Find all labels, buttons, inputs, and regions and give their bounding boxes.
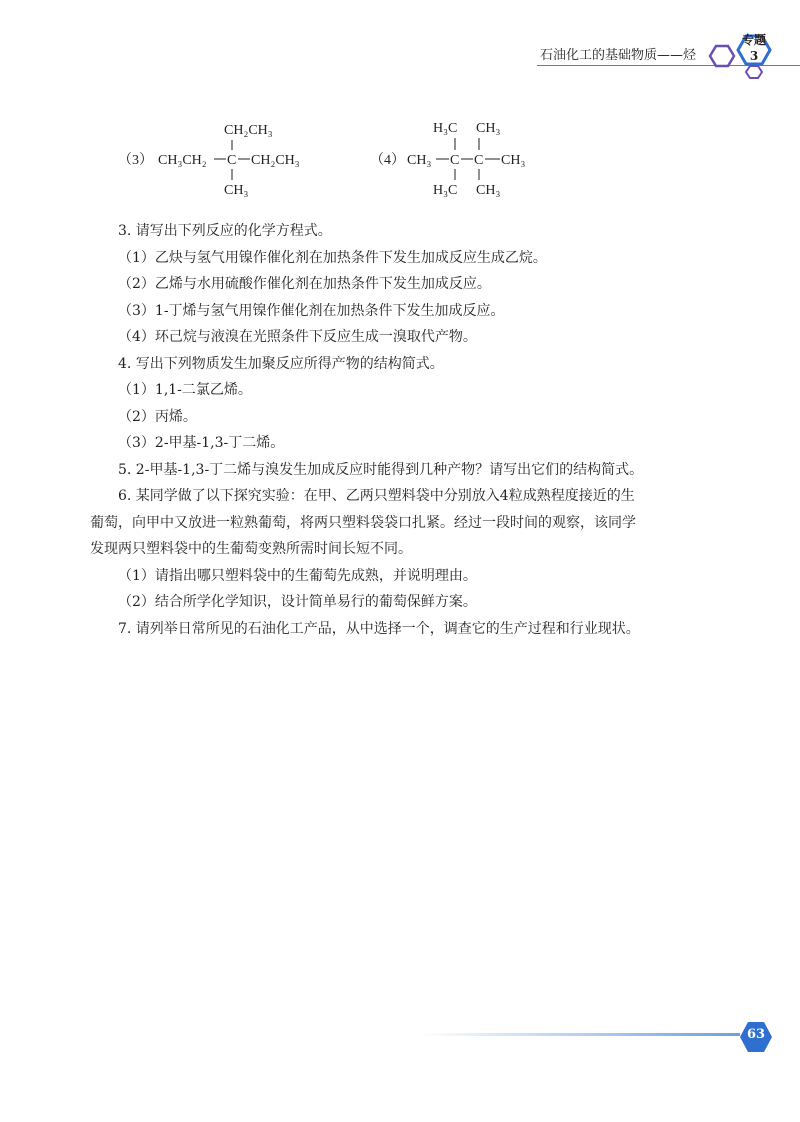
chapter-badge-label: 专题 [741, 33, 766, 47]
question-3-part-2: （2）乙烯与水用硫酸作催化剂在加热条件下发生加成反应。 [118, 276, 491, 292]
page-header [0, 0, 800, 80]
formula-3-label: （3） [118, 153, 153, 168]
formula-4-c1: C [450, 153, 460, 168]
formula-3-top: CH₂CH₃ [224, 123, 273, 138]
formula-drawing [0, 110, 800, 210]
question-4: 4. 写出下列物质发生加聚反应所得产物的结构简式。 [118, 355, 444, 372]
question-6-part-1: （1）请指出哪只塑料袋中的生葡萄先成熟，并说明理由。 [118, 567, 477, 584]
formula-4-top-right: CH₃ [476, 121, 501, 136]
question-4-part-2: （2）丙烯。 [118, 408, 197, 425]
question-6-part-2: （2）结合所学化学知识，设计简单易行的葡萄保鲜方案。 [118, 594, 477, 610]
question-6-line-3: 发现两只塑料袋中的生葡萄变熟所需时间长短不同。 [90, 541, 412, 557]
question-4-part-3: （3）2-甲基-1,3-丁二烯。 [118, 435, 285, 451]
question-3-part-4: （4）环己烷与液溴在光照条件下反应生成一溴取代产物。 [118, 329, 477, 345]
exercise-content [90, 218, 718, 642]
running-title: 石油化工的基础物质——烃 [540, 48, 697, 63]
formula-4-label: （4） [370, 153, 405, 168]
question-4-part-1: （1）1,1-二氯乙烯。 [118, 382, 252, 398]
question-3: 3. 请写出下列反应的化学方程式。 [118, 223, 332, 239]
formula-4-c2: C [474, 153, 484, 168]
question-3-part-1: （1）乙炔与氢气用镍作催化剂在加热条件下发生加成反应生成乙烷。 [118, 249, 547, 266]
formula-4-left: CH₃ [407, 153, 432, 168]
footer-rule [420, 1033, 740, 1036]
formula-4-bottom-left: H₃C [433, 183, 458, 198]
structural-formulas [0, 110, 800, 210]
question-5: 5. 2-甲基-1,3-丁二烯与溴发生加成反应时能得到几种产物？请写出它们的结构简式。 [118, 461, 644, 478]
formula-3-center: C [227, 153, 237, 168]
formula-3-bottom: CH₃ [224, 183, 249, 198]
formula-4-top-left: H₃C [433, 121, 458, 136]
formula-4-right: CH₃ [501, 153, 526, 168]
question-6-line-1: 6. 某同学做了以下探究实验：在甲、乙两只塑料袋中分别放入4粒成熟程度接近的生 [118, 488, 635, 504]
question-7: 7. 请列举日常所见的石油化工产品，从中选择一个，调查它的生产过程和行业现状。 [118, 620, 640, 637]
formula-3-right: CH₂CH₃ [251, 153, 300, 168]
chapter-badge-number: 3 [749, 49, 759, 63]
question-3-part-3: （3）1-丁烯与氢气用镍作催化剂在加热条件下发生加成反应。 [118, 302, 505, 319]
page-number: 63 [746, 1027, 766, 1042]
question-6-line-2: 葡萄，向甲中又放进一粒熟葡萄，将两只塑料袋袋口扎紧。经过一段时间的观察，该同学 [90, 514, 636, 531]
formula-4-bottom-right: CH₃ [476, 183, 501, 198]
formula-3-left: CH₃CH₂ [158, 153, 207, 168]
